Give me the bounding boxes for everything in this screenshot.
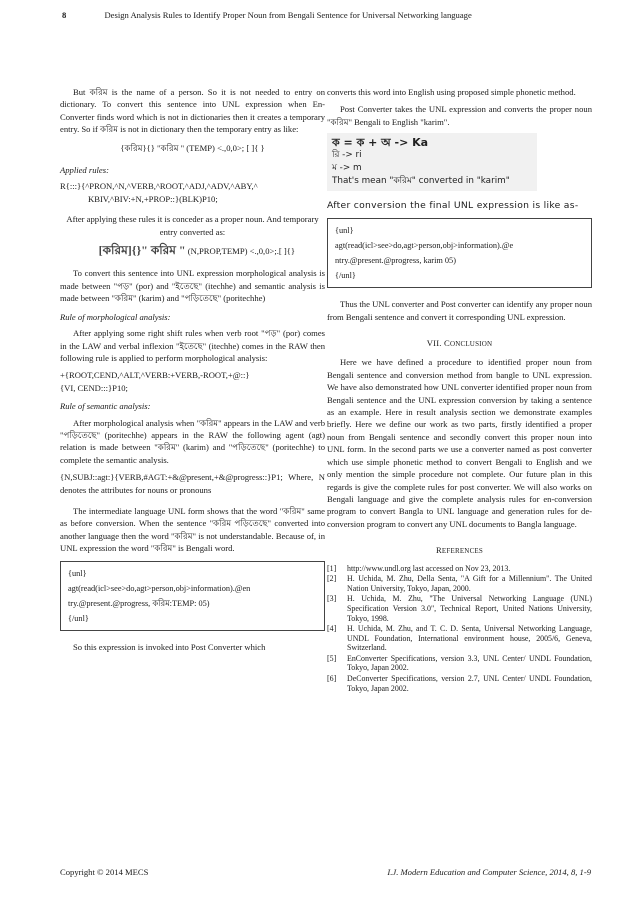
temporary-entry: {করিম}{} "করিম " (TEMP) <.,0,0>; [ ]{ } — [120, 142, 265, 153]
reference-item: [4] H. Uchida, M. Zhu, and T. C. D. Senta, Universal Networking Language, UNDL Foundation, International environment house, 2005/6, Geneva, Switzerland. — [327, 624, 592, 653]
applied-rule: R{:::}{^PRON,^N,^VERB,^ROOT,^ADJ,^ADV,^ABY,^ KBIV,^BIV:+N,+PROP::}(BLK)P10; — [60, 181, 258, 204]
proper-noun-entry — [60, 244, 325, 257]
final-unl-expression-box: {unl} agt(read(icl>see>do,agt>person,obj>information).@e ntry.@present.@progress, karim 05) {/unl} — [327, 218, 592, 288]
applied-rules-heading: Applied rules: — [60, 165, 109, 176]
paragraph: The intermediate language UNL form shows that the word "করিম" same as before conversion. When the sentence "করিম পড়িতেছে" converted into another language then the word "করিম" is not understandable. Because of, in UNL expression the word "করিম" is Bengali word. — [60, 505, 325, 554]
running-title: Design Analysis Rules to Identify Proper Noun from Bengali Sentence for Universal Networking language — [104, 10, 472, 20]
paragraph: After applying some right shift rules when verb root "পড়" (por) comes in the LAW and verbal inflexion "ইতেছে" (itechhe) comes in the RAW then following rule is applied to perform morphological analysis: — [60, 328, 325, 363]
paragraph: After applying these rules it is conceder as a proper noun. And temporary entry converted as: — [66, 214, 319, 237]
paragraph: But করিম is the name of a person. So it is not needed to entry on dictionary. To convert this sentence into UNL expression when En-Converter finds word which is not in dictionaries then it creates a temporary entry. So if করিম is not in dictionary then the temporary entry as like: — [60, 87, 325, 135]
semantic-rule-heading: Rule of semantic analysis: — [60, 401, 151, 412]
morph-rule-heading: Rule of morphological analysis: — [60, 311, 171, 322]
reference-item: [2] H. Uchida, M. Zhu, Della Senta, "A Gift for a Millennium". The United Nation University, Tokyo, Japan, 2000. — [327, 574, 592, 593]
reference-item: [3] H. Uchida, M. Zhu, "The Universal Networking Language (UNL) Specification Version 3.0", Technical Report, United Nations University, Tokyo, 1998. — [327, 594, 592, 623]
paragraph: Here we have defined a procedure to identified proper noun from Bengali sentence and conversion method from bangle to UNL expression. We have also demonstrated how UNL converter identified proper noun from Bengali sentence and the UNL expression conversion by taking a sentence as an example. Here in result analysis section we demonstrate examples briefly. Here we define our work as two parts, firstly identified a proper noun from Bengali sentence and secondly convert this proper noun into UNL form. In the second parts we use a converter named as post converter which use simple phonetic method to convert Bengali to English and we only mention the simple procedure not complete. Our future plan in this regards is give the complete rules for post converter. We will also works on Bengali language and give the complete analysis rules for en-conversion program to convert Bangla to UNL language and generation rules for de-conversion program to convert any UNL documents to Bangla language. — [327, 357, 592, 529]
unl-expression-box: {unl} agt(read(icl>see>do,agt>person,obj>information).@en try.@present.@progress, করিম:TEMP: 05) {/unl} — [60, 561, 325, 631]
footer-copyright: Copyright © 2014 MECS — [60, 867, 149, 877]
left-column — [60, 86, 325, 658]
reference-item: [5] EnConverter Specifications, version 3.3, UNL Center/ UNDL Foundation, Tokyo, Japan 2002. — [327, 653, 592, 673]
paragraph: converts this word into English using proposed simple phonetic method. — [327, 87, 576, 97]
conclusion-heading: VII. CONCLUSION — [426, 338, 493, 349]
reference-list — [327, 564, 592, 694]
paragraph: After conversion the final UNL expression is like as- — [327, 200, 579, 212]
paragraph: To convert this sentence into UNL expression morphological analysis is made between "পড়" (por) and "ইতেছে" (itechhe) and semantic analysis is made between "করিম" (karim) and "পড়িতেছে" (poritechhe) — [60, 268, 325, 304]
phonetic-conversion-figure: ক = ক + অ -> Ka রি -> ri ম -> m That's mean "করিম" converted in "karim" — [327, 133, 537, 191]
proper-noun-entry-rest: (N,PROP,TEMP) <.,0,0>;.[ ]{} — [187, 246, 295, 257]
paragraph: Thus the UNL converter and Post converter can identify any proper noun from Bengali sentence and convert it corresponding UNL expression. — [327, 299, 592, 322]
morph-rule: +{ROOT,CEND,^ALT,^VERB:+VERB,-ROOT,+@::} {VI, CEND:::}P10; — [60, 370, 250, 393]
paragraph: So this expression is invoked into Post Converter which — [73, 641, 266, 652]
footer-journal: I.J. Modern Education and Computer Science, 2014, 8, 1-9 — [387, 867, 591, 877]
paragraph: After morphological analysis when "করিম" appears in the LAW and verb "পড়িতেছে" (poritechhe) appears in the RAW the following agent (agt) relation is made between "করিম" (karim) and "পড়িতেছে" (poritechhe) to complete the semantic analysis. — [60, 417, 325, 465]
reference-item: [1] http://www.undl.org last accessed on Nov 23, 2013. — [327, 563, 511, 573]
reference-item: [6] DeConverter Specifications, version 2.7, UNL Center/ UNDL Foundation, Tokyo, Japan 2002. — [327, 674, 592, 693]
proper-noun-entry-bengali: [করিম]{}" করিম " — [98, 243, 186, 258]
running-header — [62, 10, 576, 20]
paragraph: Post Converter takes the UNL expression and converts the proper noun "করিম" Bengali to English "karim". — [327, 104, 592, 127]
right-column — [327, 86, 592, 694]
semantic-rule: {N,SUBJ::agt:}{VERB,#AGT:+&@present,+&@progress::}P1; Where, N denotes the attributes for nouns or pronouns — [60, 472, 325, 495]
page-number: 8 — [62, 10, 67, 20]
references-heading: REFERENCES — [435, 545, 484, 556]
